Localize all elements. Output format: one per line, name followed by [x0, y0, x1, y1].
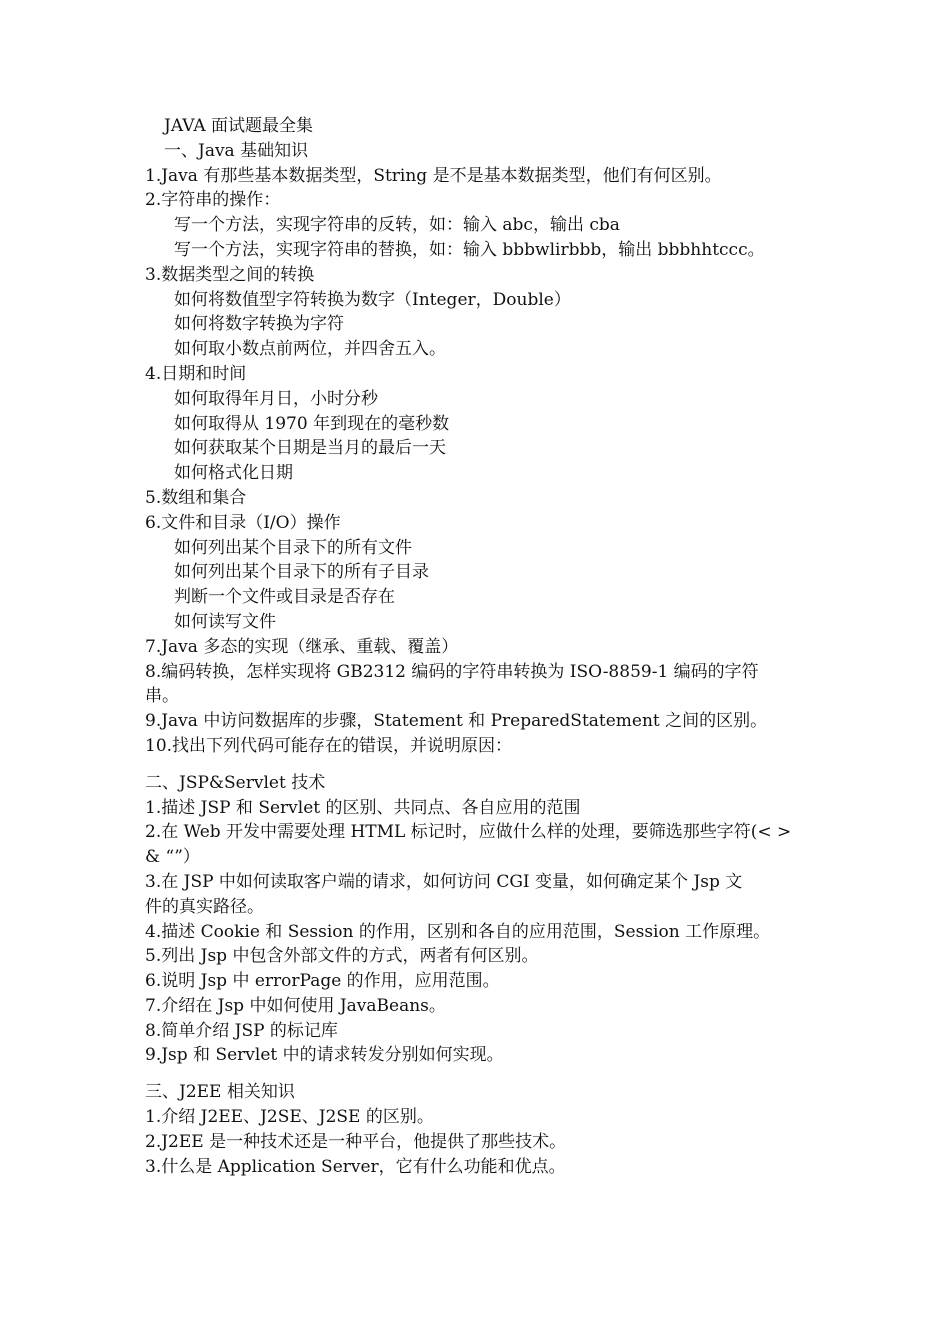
sub-question-line: 如何列出某个目录下的所有子目录 [174, 562, 429, 583]
question-line: 3.什么是 Application Server，它有什么功能和优点。 [145, 1156, 566, 1177]
question-line: 8.编码转换，怎样实现将 GB2312 编码的字符串转换为 ISO-8859-1 编码的字符 [145, 661, 759, 682]
question-line: 2.字符串的操作： [145, 190, 281, 211]
question-line: 1.描述 JSP 和 Servlet 的区别、共同点、各自应用的范围 [145, 797, 581, 818]
question-line: 2.J2EE 是一种技术还是一种平台，他提供了那些技术。 [145, 1131, 567, 1152]
section-heading-j2ee: 三、J2EE 相关知识 [145, 1082, 295, 1103]
sub-question-line: 如何获取某个日期是当月的最后一天 [174, 438, 446, 459]
question-line: 10.找出下列代码可能存在的错误，并说明原因： [145, 735, 513, 756]
question-line-continued: 件的真实路径。 [145, 896, 264, 917]
sub-question-line: 如何将数值型字符转换为数字（Integer，Double） [174, 289, 571, 310]
question-line: 9.Java 中访问数据库的步骤，Statement 和 PreparedStatement 之间的区别。 [145, 711, 768, 732]
question-line: 3.数据类型之间的转换 [145, 264, 315, 285]
sub-question-line: 写一个方法，实现字符串的替换，如：输入 bbbwlirbbb，输出 bbbhhtccc。 [174, 239, 765, 260]
sub-question-line: 如何将数字转换为字符 [174, 314, 344, 335]
sub-question-line: 如何取得年月日，小时分秒 [174, 388, 378, 409]
section-heading-java-basics: 一、Java 基础知识 [164, 140, 309, 161]
question-line-continued: & “”） [145, 847, 200, 868]
doc-title: JAVA 面试题最全集 [164, 116, 314, 136]
sub-question-line: 如何读写文件 [174, 611, 276, 632]
sub-question-line: 如何取得从 1970 年到现在的毫秒数 [174, 413, 450, 434]
question-line: 1.Java 有那些基本数据类型，String 是不是基本数据类型，他们有何区别。 [145, 165, 722, 186]
question-line: 4.日期和时间 [145, 363, 247, 384]
sub-question-line: 判断一个文件或目录是否存在 [174, 587, 395, 608]
question-line: 9.Jsp 和 Servlet 中的请求转发分别如何实现。 [145, 1045, 504, 1066]
paragraph-gap [145, 1068, 825, 1080]
paragraph-gap [145, 759, 825, 771]
question-line: 5.数组和集合 [145, 487, 247, 508]
question-line: 8.简单介绍 JSP 的标记库 [145, 1020, 338, 1041]
sub-question-line: 如何取小数点前两位，并四舍五入。 [174, 339, 446, 360]
question-line: 5.列出 Jsp 中包含外部文件的方式，两者有何区别。 [145, 946, 539, 967]
question-line: 4.描述 Cookie 和 Session 的作用，区别和各自的应用范围，Session 工作原理。 [145, 921, 771, 942]
question-line: 7.介绍在 Jsp 中如何使用 JavaBeans。 [145, 995, 446, 1016]
question-line: 7.Java 多态的实现（继承、重载、覆盖） [145, 636, 459, 657]
question-line: 1.介绍 J2EE、J2SE、J2SE 的区别。 [145, 1107, 434, 1128]
question-line-continued: 串。 [145, 686, 179, 707]
sub-question-line: 如何列出某个目录下的所有文件 [174, 537, 412, 558]
question-line: 2.在 Web 开发中需要处理 HTML 标记时，应做什么样的处理，要筛选那些字符(< > [145, 822, 792, 843]
section-heading-jsp-servlet: 二、JSP&Servlet 技术 [145, 772, 326, 793]
document-body [145, 114, 825, 1179]
sub-question-line: 写一个方法，实现字符串的反转，如：输入 abc，输出 cba [174, 215, 620, 236]
question-line: 6.说明 Jsp 中 errorPage 的作用，应用范围。 [145, 971, 500, 992]
question-line: 6.文件和目录（I/O）操作 [145, 512, 341, 533]
sub-question-line: 如何格式化日期 [174, 463, 293, 484]
question-line: 3.在 JSP 中如何读取客户端的请求，如何访问 CGI 变量，如何确定某个 Jsp 文 [145, 871, 743, 892]
